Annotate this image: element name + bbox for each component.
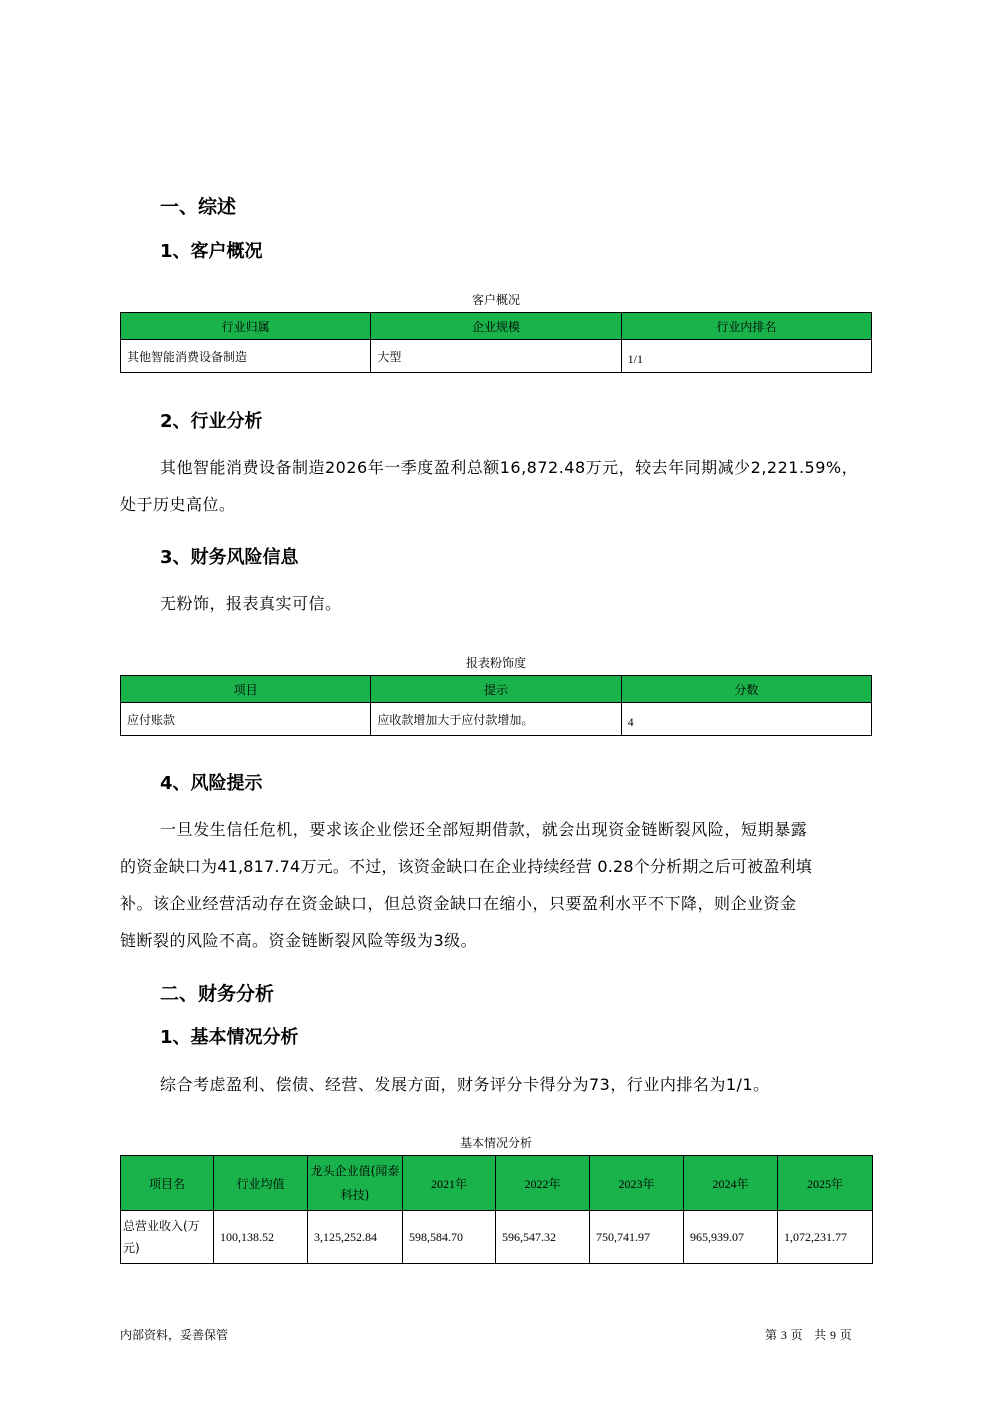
customer-table bbox=[120, 312, 872, 373]
table-header-cell: 项目名 bbox=[121, 1156, 214, 1211]
risk-warning-line: 链断裂的风险不高。资金链断裂风险等级为3级。 bbox=[120, 931, 478, 950]
table-cell: 598,584.70 bbox=[403, 1211, 496, 1264]
table-header-cell: 项目 bbox=[121, 676, 371, 703]
table-cell: 1/1 bbox=[621, 340, 871, 373]
table-header-cell: 龙头企业值(闻泰科技) bbox=[308, 1156, 403, 1211]
table-header-cell: 行业均值 bbox=[214, 1156, 308, 1211]
page-mid: 页 共 bbox=[790, 1328, 827, 1342]
table-header-cell: 2022年 bbox=[496, 1156, 590, 1211]
subsection-title-basic-analysis: 1、基本情况分析 bbox=[160, 1027, 299, 1048]
table-header-cell: 2023年 bbox=[590, 1156, 684, 1211]
table-header-cell: 2024年 bbox=[684, 1156, 778, 1211]
total-page-number: 9 bbox=[829, 1328, 836, 1342]
industry-analysis-line: 其他智能消费设备制造2026年一季度盈利总额16,872.48万元，较去年同期减少2,221.59%， bbox=[160, 458, 859, 477]
table-cell: 4 bbox=[621, 703, 871, 736]
table-cell: 应收款增加大于应付款增加。 bbox=[371, 703, 621, 736]
table-row bbox=[121, 1211, 873, 1264]
table-cell: 其他智能消费设备制造 bbox=[121, 340, 371, 373]
table-header-cell: 提示 bbox=[371, 676, 621, 703]
risk-warning-line: 一旦发生信任危机，要求该企业偿还全部短期借款，就会出现资金链断裂风险，短期暴露 bbox=[160, 820, 808, 839]
page-prefix: 第 bbox=[765, 1328, 778, 1342]
basic-table bbox=[120, 1155, 873, 1264]
basic-analysis-text: 综合考虑盈利、偿债、经营、发展方面，财务评分卡得分为73，行业内排名为1/1。 bbox=[160, 1075, 770, 1094]
section-title-financial-analysis: 二、财务分析 bbox=[160, 983, 275, 1005]
table-header-cell: 行业内排名 bbox=[621, 313, 871, 340]
table-cell: 应付账款 bbox=[121, 703, 371, 736]
subsection-title-risk-warning: 4、风险提示 bbox=[160, 773, 263, 794]
table-header-cell: 2021年 bbox=[403, 1156, 496, 1211]
page-indicator bbox=[765, 1326, 852, 1343]
page-suffix: 页 bbox=[839, 1328, 852, 1342]
subsection-title-financial-risk: 3、财务风险信息 bbox=[160, 547, 299, 568]
table-cell: 总营业收入(万元) bbox=[121, 1211, 214, 1264]
table-header-cell: 分数 bbox=[621, 676, 871, 703]
table-header-row bbox=[121, 1156, 873, 1211]
subsection-title-customer: 1、客户概况 bbox=[160, 241, 263, 262]
table-header-row bbox=[121, 676, 872, 703]
whitewash-table bbox=[120, 675, 872, 736]
risk-info-text: 无粉饰，报表真实可信。 bbox=[160, 594, 342, 613]
table-cell: 3,125,252.84 bbox=[308, 1211, 403, 1264]
subsection-title-industry: 2、行业分析 bbox=[160, 411, 263, 432]
risk-warning-line: 补。该企业经营活动存在资金缺口，但总资金缺口在缩小，只要盈利水平不下降，则企业资金 bbox=[120, 894, 797, 913]
table-header-cell: 企业规模 bbox=[371, 313, 621, 340]
table-cell: 596,547.32 bbox=[496, 1211, 590, 1264]
current-page-number: 3 bbox=[780, 1328, 787, 1342]
table-header-cell: 行业归属 bbox=[121, 313, 371, 340]
risk-warning-line: 的资金缺口为41,817.74万元。不过，该资金缺口在企业持续经营 0.28个分析期之后可被盈利填 bbox=[120, 857, 812, 876]
table-header-cell: 2025年 bbox=[778, 1156, 873, 1211]
table-cell: 100,138.52 bbox=[214, 1211, 308, 1264]
table-cell: 965,939.07 bbox=[684, 1211, 778, 1264]
basic-table-caption: 基本情况分析 bbox=[459, 1136, 532, 1150]
industry-analysis-line: 处于历史高位。 bbox=[120, 495, 236, 514]
table-header-row bbox=[121, 313, 872, 340]
table-cell: 大型 bbox=[371, 340, 621, 373]
table-row bbox=[121, 340, 872, 373]
whitewash-table-caption: 报表粉饰度 bbox=[465, 656, 526, 670]
footer-confidential-note: 内部资料，妥善保管 bbox=[120, 1328, 229, 1342]
section-title-overview: 一、综述 bbox=[160, 196, 237, 218]
customer-table-caption: 客户概况 bbox=[471, 293, 520, 307]
table-cell: 750,741.97 bbox=[590, 1211, 684, 1264]
table-cell: 1,072,231.77 bbox=[778, 1211, 873, 1264]
table-row bbox=[121, 703, 872, 736]
